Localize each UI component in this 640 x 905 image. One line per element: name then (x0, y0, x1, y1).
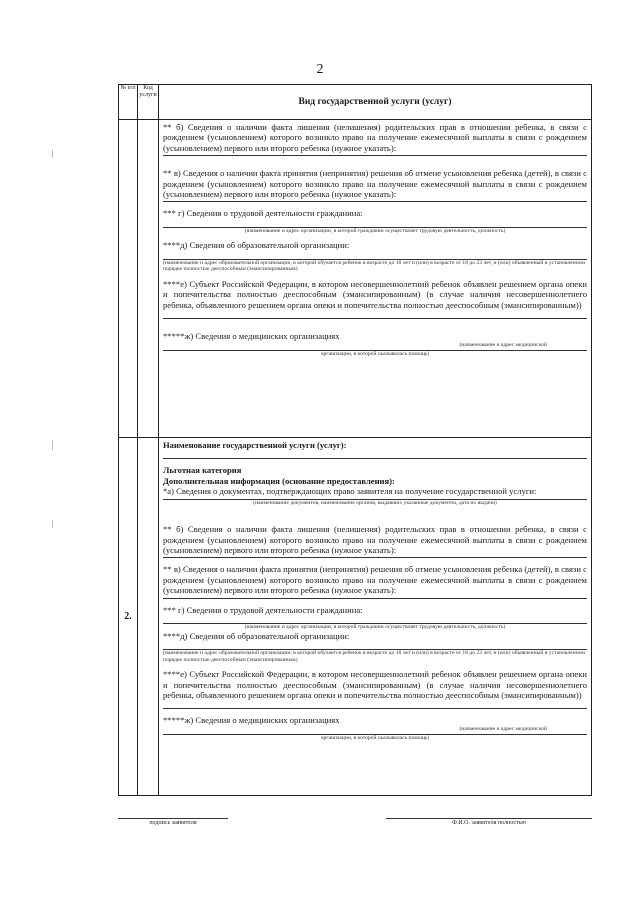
field-benefit-category: Льготная категория (163, 465, 242, 476)
field-b-deprivation: ** б) Сведения о наличии факта лишения (нелишения) родительских прав в отношении ребенка, в связи с рождением (усыновлением) которого возникло право на получение ежемесячной выплаты в связи с рождением (усыновлением) первого или второго ребенка (нужное указать): (163, 122, 587, 153)
field-zh-caption-a: (наименование и адрес медицинской (459, 341, 547, 348)
applicant-full-name (386, 812, 592, 826)
field-a-caption: (наименование документов, наименование органов, выдавших указанные документы, дата их выдачи) (253, 499, 497, 506)
row-2-code-cell (138, 438, 159, 796)
field-zh-medical: *****ж) Сведения о медицинских организациях (163, 715, 340, 726)
form-block-1 (119, 120, 592, 438)
field-g-employment: *** г) Сведения о трудовой деятельности гражданина: (163, 208, 363, 219)
row-1-number-cell (119, 120, 138, 438)
full-name-label: Ф.И.О. заявителя полностью (452, 820, 526, 826)
field-additional-info: Дополнительная информация (основание предоставления): (163, 475, 395, 486)
row-1-code-cell (138, 120, 159, 438)
field-d-education: ****д) Сведения об образовательной организации: (163, 630, 350, 641)
field-zh-caption-b: организации, в которой оказывалась помощь) (320, 735, 430, 742)
signature-label: подпись заявителя (149, 820, 197, 826)
header-service-type: Вид государственной услуги (услуг) (159, 85, 592, 120)
field-a-documents: *а) Сведения о документах, подтверждающих право заявителя на получение государственной услуги: (163, 486, 537, 497)
field-e-region: ****е) Субъект Российской Федерации, в котором несовершеннолетний ребенок объявлен решением органа опеки и попечительства полностью дееспособным (эмансипированным) (в случае наличия несовершеннолетнего ребенка, объявленного решением органа опеки и попечительства полностью дееспособным (эмансипированным)) (163, 279, 587, 310)
scan-mark (52, 150, 53, 158)
page-number: 2 (316, 62, 324, 77)
applicant-signature (118, 812, 228, 826)
form-block-2 (119, 438, 592, 796)
field-g-caption: (наименование и адрес организации, в которой гражданин осуществляет трудовую деятельность, должность) (244, 227, 506, 234)
answer-line[interactable] (163, 310, 587, 319)
answer-line[interactable] (163, 700, 587, 709)
answer-line[interactable] (163, 251, 587, 260)
field-d-education: ****д) Сведения об образовательной организации: (163, 240, 350, 251)
signature-area (118, 812, 592, 832)
field-g-caption: (наименование и адрес организации, в которой гражданин осуществляет трудовую деятельность, должность) (244, 624, 506, 631)
answer-line[interactable] (163, 615, 587, 624)
field-zh-caption-a: (наименование и адрес медицинской (459, 725, 547, 732)
row-1-content (159, 120, 592, 438)
answer-line[interactable] (163, 219, 587, 228)
header-code: Код услуги (138, 85, 159, 120)
field-g-employment: *** г) Сведения о трудовой деятельности гражданина: (163, 604, 363, 615)
field-d-caption: (наименование и адрес образовательной организации, в которой обучается ребенок в возрасте до 18 лет и (или) в возрасте от 18 до 23 лет, и (или) объявленный в установленном порядке полностью дееспособным (эмансипированным) (163, 259, 585, 273)
field-v-adoption: ** в) Сведения о наличии факта принятия (непринятия) решения об отмене усыновления ребенка (детей), в связи с рождением (усыновлением) которого возникло право на получение ежемесячной выплаты в связи с рождением (усыновлением) первого или второго ребенка (нужное указать): (163, 168, 587, 200)
field-zh-caption-b: организации, в которой оказывалась помощь) (320, 351, 430, 358)
field-e-region: ****е) Субъект Российской Федерации, в котором несовершеннолетний ребенок объявлен решением органа опеки и попечительства полностью дееспособным (эмансипированным) (в случае наличия несовершеннолетнего ребенка, объявленного решением органа опеки и попечительства полностью дееспособным (эмансипированным)) (163, 669, 587, 701)
row-2-number: 2. (119, 438, 138, 796)
header-number: № п/п (119, 85, 138, 120)
field-zh-medical: *****ж) Сведения о медицинских организациях (163, 331, 340, 342)
table-header-row (119, 85, 592, 120)
signature-line[interactable] (118, 812, 228, 819)
field-v-adoption: ** в) Сведения о наличии факта принятия (непринятия) решения об отмене усыновления ребенка (детей), в связи с рождением (усыновлением) которого возникло право на получение ежемесячной выплаты в связи с рождением (усыновлением) первого или второго ребенка (нужное указать): (163, 564, 587, 596)
scan-mark (52, 520, 53, 528)
field-d-caption: (наименование и адрес образовательной организации, в которой обучается ребенок в возрасте до 18 лет и (или) в возрасте от 18 до 23 лет, и (или) объявленный в установленном порядке полностью дееспособным (эмансипированным) (163, 650, 585, 663)
scan-mark (52, 440, 53, 450)
answer-line[interactable] (163, 450, 587, 459)
answer-line[interactable] (163, 641, 587, 650)
row-2-content (159, 438, 592, 796)
field-service-name: Наименование государственной услуги (услуг): (163, 440, 347, 450)
field-b-deprivation: ** б) Сведения о наличии факта лишения (нелишения) родительских прав в отношении ребенка, в связи с рождением (усыновлением) которого возникло право на получение ежемесячной выплаты в связи с рождением (усыновлением) первого или второго ребенка (нужное указать): (163, 524, 587, 556)
full-name-line[interactable] (386, 812, 592, 819)
application-form-table (118, 84, 592, 796)
